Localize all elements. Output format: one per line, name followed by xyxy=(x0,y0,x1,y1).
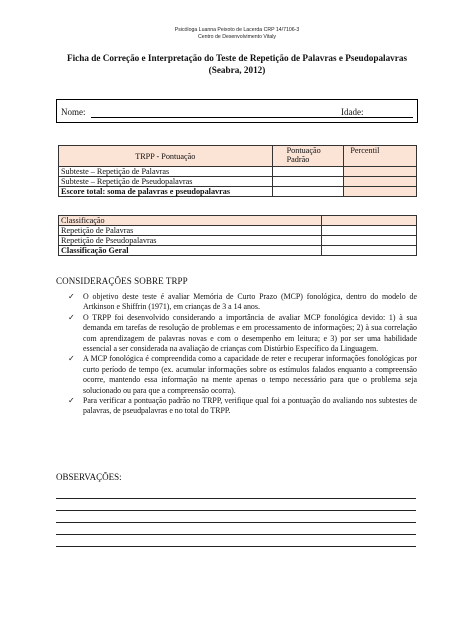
observation-line[interactable] xyxy=(56,510,416,511)
observation-line[interactable] xyxy=(56,546,416,547)
pontuacao-l2: Padrão xyxy=(286,155,310,164)
list-item xyxy=(68,396,417,417)
table-row xyxy=(59,167,417,177)
score-cell-pontuacao[interactable] xyxy=(272,187,344,197)
consideracoes-list xyxy=(68,292,417,417)
score-col-pontuacao xyxy=(272,146,344,167)
list-item-text: O objetivo deste teste é avaliar Memória de Curto Prazo (MCP) fonológica, dentro do modelo de Artkinson e Shiffrin (1971), em crianças de 3 a 14 anos. xyxy=(83,292,417,312)
score-row-label: Subteste – Repetição de Palavras xyxy=(59,167,273,177)
list-item xyxy=(68,292,417,313)
table-row xyxy=(59,236,417,246)
classification-cell[interactable] xyxy=(322,246,417,256)
classification-cell[interactable] xyxy=(322,236,417,246)
observation-line[interactable] xyxy=(56,534,416,535)
score-cell-percentil[interactable] xyxy=(344,187,417,197)
document-title xyxy=(40,52,434,76)
title-line-2: (Seabra, 2012) xyxy=(208,65,266,75)
checkmark-icon: ✓ xyxy=(68,312,75,322)
table-row xyxy=(59,187,417,197)
title-line-1: Ficha de Correção e Interpretação do Teste de Repetição de Palavras e Pseudopalavras xyxy=(66,53,408,63)
score-col-main: TRPP - Pontuação xyxy=(59,146,273,167)
classification-row-label: Repetição de Palavras xyxy=(59,226,322,236)
table-row xyxy=(59,246,417,256)
classification-header xyxy=(59,216,417,226)
classification-table xyxy=(58,215,417,256)
list-item xyxy=(68,313,417,355)
letterhead-psychologist: Psicóloga Luanna Peixoto de Lacerda CRP 14/7106-3 xyxy=(174,27,300,33)
checkmark-icon: ✓ xyxy=(68,354,75,364)
name-label: Nome: xyxy=(61,107,86,117)
consideracoes-title: CONSIDERAÇÕES SOBRE TRPP xyxy=(56,276,188,286)
score-table-header xyxy=(59,146,417,167)
letterhead xyxy=(0,27,474,41)
age-label: Idade: xyxy=(341,107,364,117)
classification-row-label: Repetição de Pseudopalavras xyxy=(59,236,322,246)
list-item-text: A MCP fonológica é compreendida como a capacidade de reter e recuperar informações fonológicas por curto período de tempo (ex. acumular informações sobre os estímulos falados enquanto a compreensão ocorre, mantendo essa informação na mente apenas o tempo necessário para que o problema seja solucionado ou para que a compreensão ocorra). xyxy=(83,354,417,395)
checkmark-icon: ✓ xyxy=(68,292,75,301)
classification-header-blank xyxy=(322,216,417,226)
observation-line[interactable] xyxy=(56,522,416,523)
list-item-text: O TRPP foi desenvolvido considerando a importância de avaliar MCP fonológica devido: 1) à sua demanda em tarefas de resolução de problemas e em processamento de informações; 2) à sua correlação com aprendizagem de palavras novas e com o desempenho em leitura; e 3) por ser uma habilidade essencial a ser considerada na avaliação de crianças com Distúrbio Específico da Linguagem. xyxy=(83,312,417,354)
list-item-text: Para verificar a pontuação padrão no TRPP, verifique qual foi a pontuação do avaliando nos subtestes de palavras, de pseudpalavras e no total do TRPP. xyxy=(83,396,417,416)
name-field-line[interactable] xyxy=(91,117,393,118)
score-cell-percentil[interactable] xyxy=(344,177,417,187)
score-cell-percentil[interactable] xyxy=(344,167,417,177)
score-table xyxy=(58,145,417,197)
classification-cell[interactable] xyxy=(322,226,417,236)
classification-row-label: Classificação Geral xyxy=(59,246,322,256)
pontuacao-l1: Pontuação xyxy=(286,146,321,155)
age-field-line[interactable] xyxy=(369,117,413,118)
table-row xyxy=(59,226,417,236)
score-row-label: Escore total: soma de palavras e pseudopalavras xyxy=(59,187,273,197)
letterhead-center: Centro de Desenvolvimento Vitaly xyxy=(197,34,277,40)
observacoes-title: OBSERVAÇÕES: xyxy=(56,472,122,482)
name-box xyxy=(56,99,418,123)
classification-header-label: Classificação xyxy=(59,216,322,226)
observation-line[interactable] xyxy=(56,498,416,499)
table-row xyxy=(59,177,417,187)
checkmark-icon: ✓ xyxy=(68,396,75,406)
score-cell-pontuacao[interactable] xyxy=(272,167,344,177)
score-row-label: Subteste – Repetição de Pseudopalavras xyxy=(59,177,273,187)
list-item xyxy=(68,354,417,396)
score-col-percentil: Percentil xyxy=(344,146,417,167)
score-cell-pontuacao[interactable] xyxy=(272,177,344,187)
